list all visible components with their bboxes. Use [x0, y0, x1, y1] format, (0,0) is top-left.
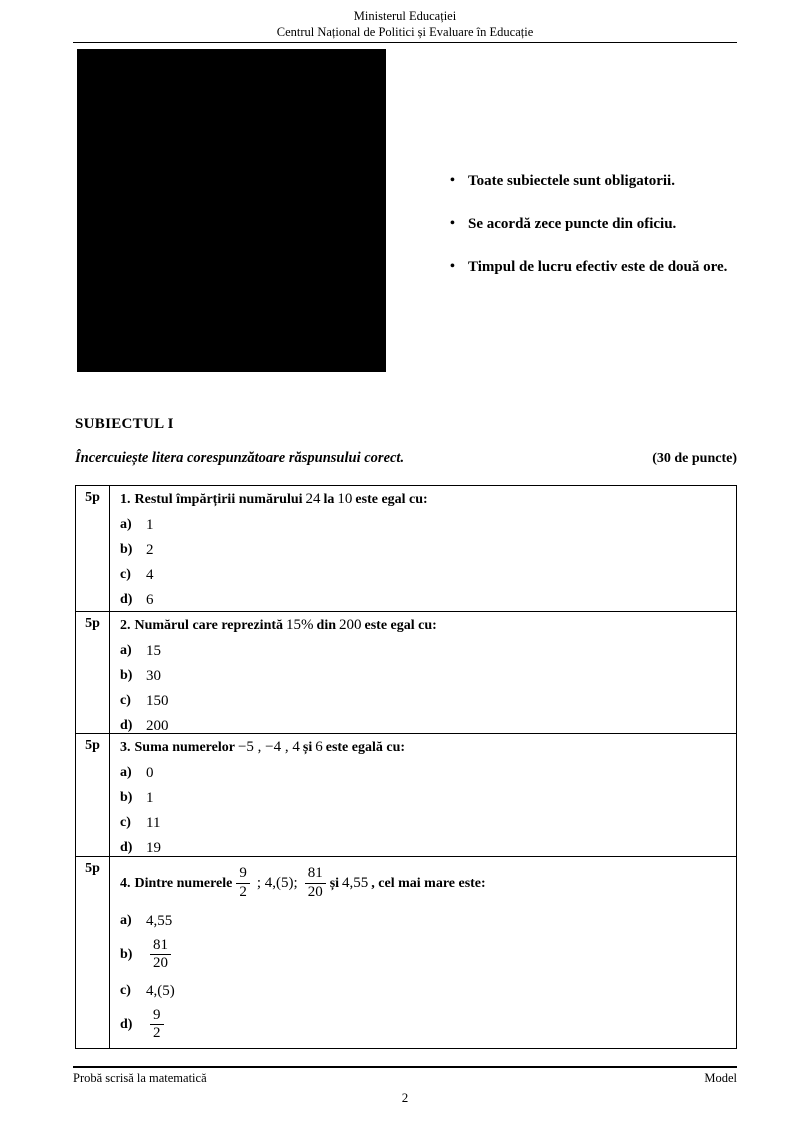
question-body	[110, 857, 736, 1048]
option-letter: d)	[120, 718, 133, 733]
exam-rules-list	[450, 170, 760, 299]
agency-line: Centrul Național de Politici și Evaluare în Educație	[276, 25, 534, 39]
fraction-numerator: 81	[305, 865, 326, 883]
question-number: 4.	[120, 875, 131, 891]
option-value: 150	[146, 692, 169, 709]
option-value: 11	[146, 814, 161, 831]
option-value: 6	[146, 591, 154, 608]
stem-text: din	[316, 618, 336, 633]
option-letter: a)	[120, 643, 132, 658]
stem-math: 6	[315, 739, 323, 755]
option-letter: a)	[120, 913, 132, 928]
question-number: 2.	[120, 618, 131, 633]
option-value: 4,(5)	[146, 982, 175, 999]
option-value: 1	[146, 516, 154, 533]
question-row-4	[76, 856, 736, 1048]
question-body	[110, 612, 736, 733]
stem-math: ; 4,(5);	[256, 874, 298, 891]
answer-option	[120, 591, 728, 609]
option-letter: d)	[120, 840, 133, 855]
stem-text: la	[323, 492, 335, 507]
stem-text: Numărul care reprezintă	[134, 618, 284, 633]
stem-text: Dintre numerele	[134, 875, 233, 891]
stem-math: −5 , −4 , 4	[237, 739, 300, 755]
option-value: 1	[146, 789, 154, 806]
question-number: 1.	[120, 492, 131, 507]
answer-option	[120, 566, 728, 584]
option-letter: b)	[120, 790, 133, 805]
stem-text: Restul împărțirii numărului	[134, 492, 303, 507]
option-letter: c)	[120, 693, 131, 708]
rule-item	[450, 213, 760, 235]
stem-math: 200	[339, 617, 362, 633]
bullet-icon: •	[450, 216, 455, 231]
fraction-denominator: 20	[307, 883, 323, 900]
fraction	[232, 865, 254, 901]
footer-left: Probă scrisă la matematică	[73, 1071, 207, 1085]
question-stem	[120, 738, 728, 757]
fraction-numerator: 9	[150, 1007, 164, 1025]
stem-text: este egală cu:	[325, 740, 406, 755]
bullet-icon: •	[450, 173, 455, 188]
option-value: 200	[146, 717, 169, 733]
fraction	[301, 865, 330, 901]
answer-option	[120, 667, 728, 685]
answer-option	[120, 934, 728, 975]
question-row-2	[76, 611, 736, 733]
stem-text: și	[302, 740, 313, 755]
option-letter: a)	[120, 765, 132, 780]
question-stem	[120, 861, 728, 905]
answer-option	[120, 814, 728, 832]
rule-item	[450, 256, 760, 278]
answer-option	[120, 839, 728, 856]
answer-option	[120, 642, 728, 660]
answer-option	[120, 541, 728, 559]
page-footer	[73, 1066, 737, 1086]
stem-text: este egal cu:	[364, 618, 437, 633]
stem-text: Suma numerelor	[134, 740, 235, 755]
stem-math: 4,55	[342, 874, 369, 891]
answer-option	[120, 912, 728, 930]
answer-option	[120, 789, 728, 807]
fraction	[146, 1007, 168, 1043]
points-cell: 5p	[76, 734, 110, 856]
option-letter: a)	[120, 517, 132, 532]
stem-text: , cel mai mare este:	[371, 875, 486, 891]
answer-option	[120, 516, 728, 534]
option-letter: b)	[120, 668, 133, 683]
rule-text: Toate subiectele sunt obligatorii.	[468, 173, 675, 189]
redacted-block	[77, 49, 386, 372]
points-cell: 5p	[76, 857, 110, 1048]
section-title: SUBIECTUL I	[75, 416, 174, 432]
question-number: 3.	[120, 740, 131, 755]
question-stem	[120, 490, 728, 509]
stem-text: și	[329, 875, 340, 891]
answer-option	[120, 1004, 728, 1045]
bullet-icon: •	[450, 259, 455, 274]
page-header	[73, 8, 737, 43]
option-value: 2	[146, 541, 154, 558]
question-body	[110, 734, 736, 856]
questions-table	[75, 485, 737, 1049]
ministry-line: Ministerul Educației	[353, 9, 457, 23]
option-value: 15	[146, 642, 161, 659]
option-letter: b)	[120, 946, 133, 962]
option-value: 4,55	[146, 912, 173, 929]
question-stem	[120, 616, 728, 635]
rule-text: Se acordă zece puncte din oficiu.	[468, 216, 677, 232]
footer-right: Model	[704, 1071, 737, 1085]
stem-math: 24	[305, 491, 321, 507]
rule-item	[450, 170, 760, 192]
option-letter: c)	[120, 567, 131, 582]
fraction-denominator: 20	[153, 955, 168, 971]
option-letter: d)	[120, 592, 133, 607]
fraction-numerator: 81	[150, 937, 171, 955]
option-letter: d)	[120, 1016, 133, 1032]
question-row-1	[76, 486, 736, 611]
option-value: 4	[146, 566, 154, 583]
section-points: (30 de puncte)	[652, 451, 737, 466]
section-instruction: Încercuiește litera corespunzătoare răspunsului corect.	[75, 450, 405, 466]
option-letter: b)	[120, 542, 133, 557]
stem-math: 15%	[286, 617, 314, 633]
answer-option	[120, 764, 728, 782]
answer-option	[120, 982, 728, 1000]
option-letter: c)	[120, 983, 131, 998]
answer-option	[120, 692, 728, 710]
stem-math: 10	[337, 491, 353, 507]
fraction	[146, 937, 175, 973]
fraction-numerator: 9	[236, 865, 250, 883]
question-row-3	[76, 733, 736, 856]
page-number: 2	[401, 1090, 409, 1105]
answer-option	[120, 717, 728, 733]
points-cell: 5p	[76, 486, 110, 611]
stem-text: este egal cu:	[355, 492, 428, 507]
option-value: 19	[146, 839, 161, 856]
option-value: 0	[146, 764, 154, 781]
question-body	[110, 486, 736, 611]
fraction-denominator: 2	[239, 883, 247, 900]
points-cell: 5p	[76, 612, 110, 733]
option-letter: c)	[120, 815, 131, 830]
option-value: 30	[146, 667, 161, 684]
rule-text: Timpul de lucru efectiv este de două ore.	[468, 259, 728, 275]
fraction-denominator: 2	[153, 1025, 161, 1041]
instruction-row	[75, 450, 737, 467]
